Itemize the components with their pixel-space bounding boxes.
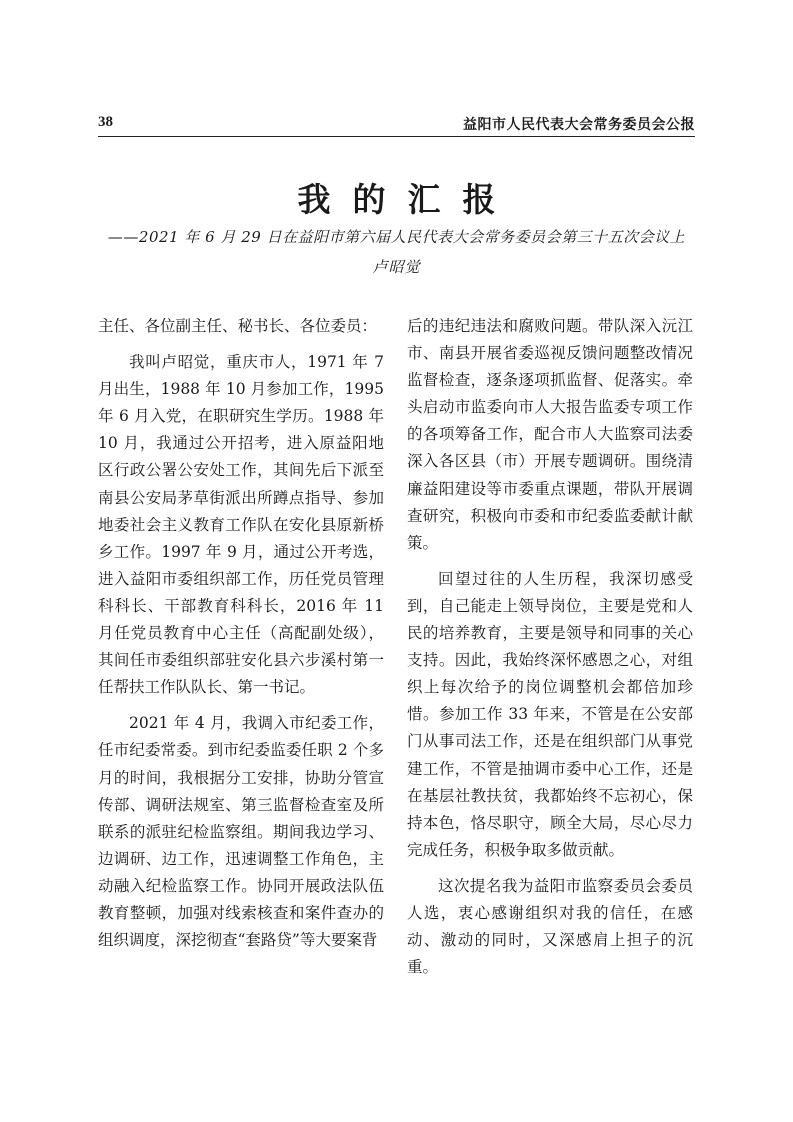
paragraph-2-continued: 后的违纪违法和腐败问题。带队深入沅江市、南县开展省委巡视反馈问题整改情况监督检查，逐条逐项抓监督、促落实。牵头启动市监委向市人大报告监委专项工作的各项筹备工作，配合市人大监察司法委深入各区县（市）开展专题调研。围绕清廉益阳建设等市委重点课题，带队开展调查研究，积极向市委和市纪委监委献计献策。 — [407, 317, 693, 552]
right-column — [407, 313, 693, 990]
article-author: 卢昭觉 — [372, 258, 421, 276]
article-subtitle: ——2021 年 6 月 29 日在益阳市第六届人民代表大会常务委员会第三十五次会议上 — [107, 228, 686, 246]
paragraph-4: 这次提名我为益阳市监察委员会委员人选，衷心感谢组织对我的信任，在感动、激动的同时，又深感肩上担子的沉重。 — [407, 876, 693, 977]
paragraph-2: 2021 年 4 月，我调入市纪委工作，任市纪委常委。到市纪委监委任职 2 个多月的时间，我根据分工安排，协助分管宣传部、调研法规室、第三监督检查室及所联系的派驻纪检监察组。期间我边学习、边调研、边工作，迅速调整工作角色，主动融入纪检监察工作。协同开展政法队伍教育整顿，加强对线索核查和案件查办的组织调度，深挖彻查“套路贷”等大要案背 — [98, 714, 384, 950]
article-title: 我的汇报 — [297, 180, 518, 219]
left-column — [98, 313, 384, 963]
journal-title: 益阳市人民代表大会常务委员会公报 — [463, 117, 695, 133]
paragraph-3: 回望过往的人生历程，我深切感受到，自己能走上领导岗位，主要是党和人民的培养教育，主要是领导和同事的关心支持。因此，我始终深怀感恩之心，对组织上每次给予的岗位调整机会都倍加珍惜。参加工作 33 年来，不管是在公安部门从事司法工作，还是在组织部门从事党建工作，不管是抽调市委中心工作，还是在基层社教扶贫，我都始终不忘初心，保持本色，恪尽职守，顾全大局，尽心尽力完成任务，积极争取多做贡献。 — [407, 569, 693, 859]
page-header — [98, 112, 695, 137]
page-number: 38 — [98, 114, 113, 130]
greeting-paragraph: 主任、各位副主任、秘书长、各位委员： — [98, 317, 378, 335]
paragraph-1: 我叫卢昭觉，重庆市人，1971 年 7 月出生，1988 年 10 月参加工作，1995 年 6 月入党，在职研究生学历。1988 年 10 月，我通过公开招考，进入原益阳地区行政公署公安处工作，其间先后下派至南县公安局茅草街派出所蹲点指导、参加地委社会主义教育工作队在安化县原新桥乡工作。1997 年 9 月，通过公开考选，进入益阳市委组织部工作，历任党员管理科科长、干部教育科科长，2016 年 11 月任党员教育中心主任（高配副处级），其间任市委组织部驻安化县六步溪村第一任帮扶工作队队长、第一书记。 — [98, 353, 384, 697]
